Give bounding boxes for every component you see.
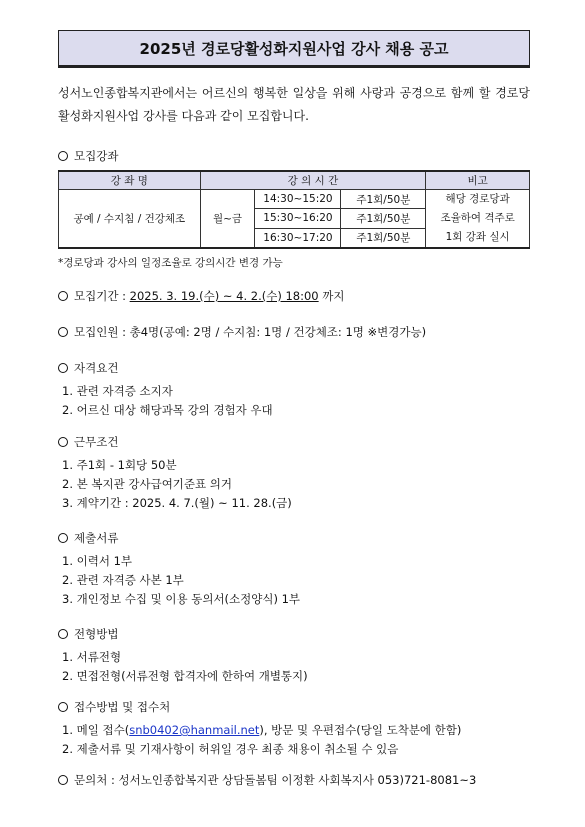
contact-label: 문의처 : — [74, 773, 119, 787]
circle-bullet-icon — [58, 702, 68, 712]
note-line: 1회 강좌 실시 — [445, 231, 510, 243]
contact-value: 성서노인종합복지관 상담돌봄팀 이정환 사회복지사 053)721-8081~3 — [118, 773, 477, 787]
headcount-value: 총4명(공예: 2명 / 수지침: 1명 / 건강체조: 1명 ※변경가능) — [129, 325, 427, 339]
list-item — [58, 721, 461, 740]
period-suffix: 까지 — [318, 289, 345, 303]
header-time: 강 의 시 간 — [200, 171, 426, 190]
page-title: 2025년 경로당활성화지원사업 강사 채용 공고 — [58, 30, 530, 68]
note-cell — [426, 190, 530, 249]
slot-freq: 주1회/50분 — [341, 190, 426, 209]
list-item: 3. 계약기간 : 2025. 4. 7.(월) ~ 11. 28.(금) — [62, 496, 292, 510]
period-label: 모집기간 : — [74, 289, 130, 303]
intro-paragraph: 성서노인종합복지관에서는 어르신의 행복한 일상을 위해 사랑과 공경으로 함께 할 경로당활성화지원사업 강사를 다음과 같이 모집합니다. — [58, 86, 530, 123]
slot-freq: 주1회/50분 — [341, 209, 426, 228]
course-cell: 공예 / 수지침 / 건강체조 — [59, 190, 201, 249]
section-selection — [58, 626, 308, 686]
slot-time: 16:30~17:20 — [255, 228, 341, 248]
circle-bullet-icon — [58, 291, 68, 301]
slot-freq: 주1회/50분 — [341, 228, 426, 248]
circle-bullet-icon — [58, 363, 68, 373]
section-period — [58, 288, 345, 304]
circle-bullet-icon — [58, 775, 68, 785]
period-value: 2025. 3. 19.(수) ~ 4. 2.(수) 18:00 — [129, 289, 319, 303]
section-conditions — [58, 434, 292, 513]
list-item: 1. 이력서 1부 — [62, 554, 133, 568]
note-line: 조율하여 격주로 — [440, 212, 515, 224]
slot-time: 14:30~15:20 — [255, 190, 341, 209]
section-heading: 근무조건 — [74, 435, 119, 449]
header-note: 비고 — [426, 171, 530, 190]
section-contact — [58, 772, 476, 788]
circle-bullet-icon — [58, 151, 68, 161]
section-heading: 모집강좌 — [74, 149, 119, 163]
apply-item-prefix: 1. 메일 접수( — [62, 723, 130, 737]
list-item: 2. 면접전형(서류전형 합격자에 한하여 개별통지) — [62, 669, 308, 683]
section-apply — [58, 699, 461, 759]
lecture-table — [58, 170, 530, 249]
section-heading: 자격요건 — [74, 361, 119, 375]
list-item: 2. 관련 자격증 사본 1부 — [62, 573, 184, 587]
slot-time: 15:30~16:20 — [255, 209, 341, 228]
section-heading: 전형방법 — [74, 627, 119, 641]
list-item: 2. 본 복지관 강사급여기준표 의거 — [62, 477, 233, 491]
list-item: 1. 주1회 - 1회당 50분 — [62, 458, 177, 472]
list-item: 3. 개인정보 수집 및 이용 동의서(소정양식) 1부 — [62, 592, 301, 606]
circle-bullet-icon — [58, 437, 68, 447]
list-item: 2. 어르신 대상 해당과목 강의 경험자 우대 — [62, 403, 273, 417]
circle-bullet-icon — [58, 327, 68, 337]
section-qualification — [58, 360, 273, 420]
list-item: 2. 제출서류 및 기재사항이 허위일 경우 최종 채용이 취소될 수 있음 — [62, 742, 399, 756]
circle-bullet-icon — [58, 629, 68, 639]
circle-bullet-icon — [58, 533, 68, 543]
list-item: 1. 관련 자격증 소지자 — [62, 384, 173, 398]
lecture-footnote: *경로당과 강사의 일정조율로 강의시간 변경 가능 — [58, 257, 283, 269]
header-course: 강 좌 명 — [59, 171, 201, 190]
days-cell: 월~금 — [200, 190, 255, 249]
section-heading: 접수방법 및 접수처 — [74, 700, 171, 714]
email-link[interactable]: snb0402@hanmail.net — [129, 723, 260, 737]
section-heading: 제출서류 — [74, 531, 119, 545]
section-headcount — [58, 324, 426, 340]
list-item: 1. 서류전형 — [62, 650, 122, 664]
section-documents — [58, 530, 300, 609]
apply-item-suffix: ), 방문 및 우편접수(당일 도착분에 한함) — [259, 723, 462, 737]
note-line: 해당 경로당과 — [445, 193, 510, 205]
headcount-label: 모집인원 : — [74, 325, 130, 339]
section-lectures — [58, 148, 118, 164]
